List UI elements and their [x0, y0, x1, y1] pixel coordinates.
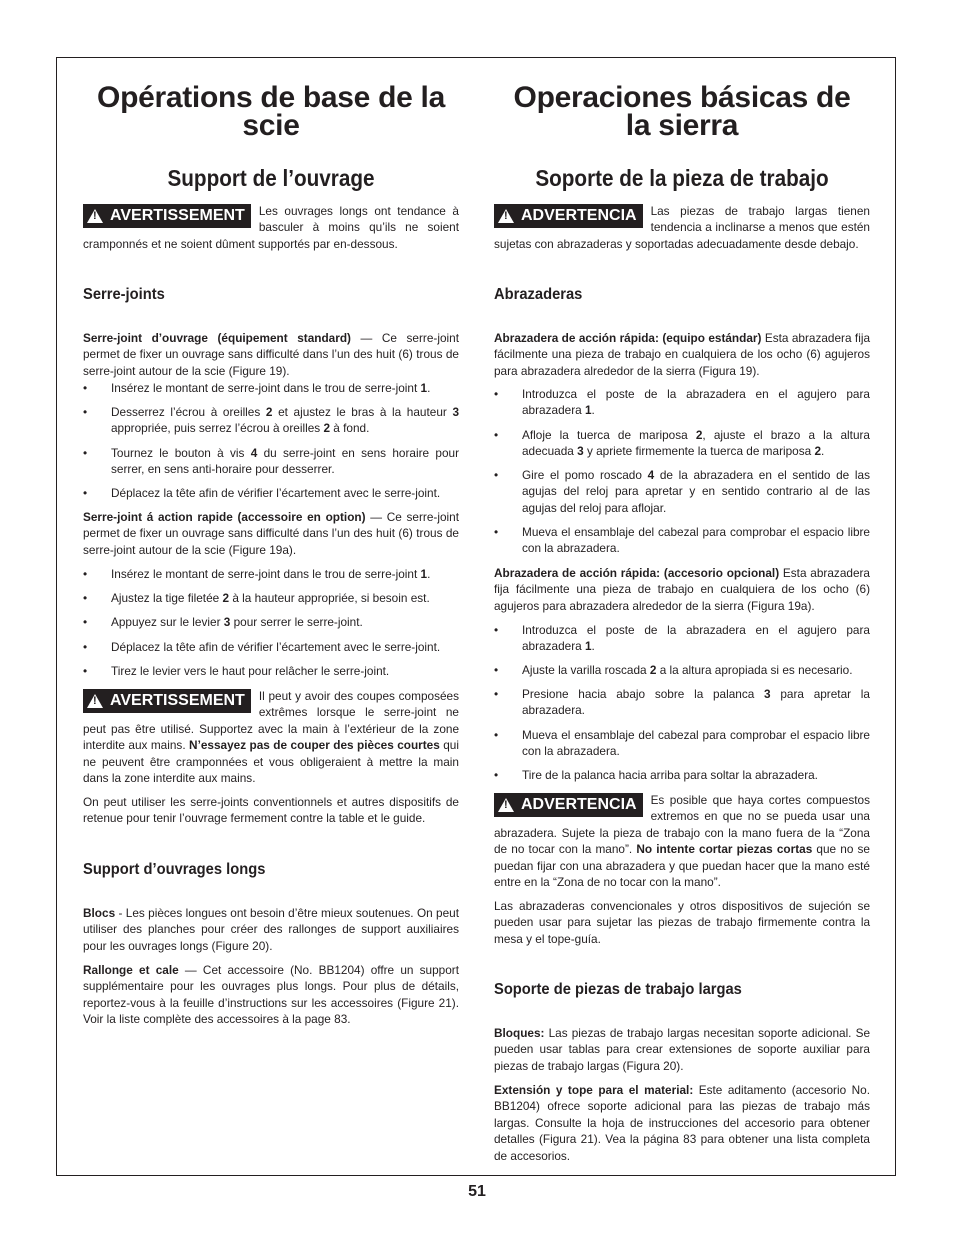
title-line-1: Operaciones básicas de [513, 81, 851, 114]
conventional-para-es: Las abrazaderas convencionales y otros dispositivos de sujeción se pueden usar para sujetar las piezas de trabajo firmemente contra la mesa y el tope-guía. [494, 899, 870, 946]
quick-clamp-para-fr: Serre-joint á action rapide (accessoire en option) — Ce serre-joint permet de fixer un ouvrage sans difficulté dans l’un des huit (6) trous de serre-joint autour de la scie (Figure 19a). [83, 510, 459, 557]
warning-label: ! AVERTISSEMENT [83, 689, 251, 713]
title-line-2: la sierra [625, 109, 739, 142]
clamps-heading-es: Abrazaderas [494, 286, 583, 303]
warning-triangle-icon [498, 209, 514, 223]
warning-triangle-icon [498, 798, 514, 812]
std-clamp-para-fr: Serre-joint d’ouvrage (équipement standard) — Ce serre-joint permet de fixer un ouvrage sans difficulté dans l’un des huit (6) trous de serre-joint autour de la scie (Figure 19). [83, 331, 459, 378]
std-clamp-para-es: Abrazadera de acción rápida: (equipo estándar) Esta abrazadera fija fácilmente una pieza de trabajo en cualquiera de los ocho (6) agujeros para abrazadera alrededor de la sierra (Figura 19). [494, 331, 871, 378]
quick-clamp-para-es: Abrazadera de acción rápida: (accesorio opcional) Esta abrazadera fija fácilmente una pieza de trabajo en cualquiera de los ocho (6) agujeros para abrazadera alrededor de la sierra (Figura 19a). [494, 566, 870, 613]
warning-1-fr [83, 203, 459, 252]
warning-label: ! ADVERTENCIA [494, 793, 643, 817]
warning-triangle-icon [87, 694, 103, 708]
warning-2-fr: ! AVERTISSEMENT Il peut y avoir des coupes composées extrêmes lorsque le serre-joint ne peut pas être utilisé. Supportez avec la main à l’extérieur de la zone interdite aux mains. N’essayez pas de couper des pièces courtes qui ne peuvent être cramponnées et vous obligeraient à mettre la main dans la zone interdite aux mains. [83, 688, 459, 786]
warning-1-es [494, 203, 870, 252]
warning-label: ! ADVERTENCIA [494, 204, 643, 228]
long-heading-es: Soporte de piezas de trabajo largas [494, 981, 742, 998]
blocks-para-fr: Blocs - Les pièces longues ont besoin d’être mieux soutenues. On peut utiliser des planches pour créer des rallonges de support auxiliaires pour les ouvrages longs (Figure 20). [83, 906, 459, 953]
page-number: 51 [468, 1183, 486, 1200]
section-title-fr: Support de l’ouvrage [167, 165, 375, 191]
blocks-para-es: Bloques: Las piezas de trabajo largas necesitan soporte adicional. Se pueden usar tablas para crear extensiones de soporte auxiliar para piezas de trabajo largas (Figura 20). [494, 1026, 870, 1073]
conventional-para-fr: On peut utiliser les serre-joints conventionnels et autres dispositifs de retenue pour tenir l’ouvrage fermement contre la table et le guide. [83, 795, 459, 826]
warning-text: Les ouvrages longs ont tendance à basculer à moins qu’ils ne soient cramponnés et ne soient dûment supportés par en-dessous. [83, 204, 459, 251]
title-line-1: Opérations de base de la [97, 81, 445, 114]
page-title-es [494, 81, 870, 142]
warning-2-es: ! ADVERTENCIA Es posible que haya cortes compuestos extremos en que no se pueda usar una abrazadera. Sujete la pieza de trabajo con la mano fuera de la “Zona de no tocar con la mano”. No intente cortar piezas cortas que no se puedan fijar con una abrazadera y que puedan hacer que la mano esté entre en la “Zona de no tocar con la mano”. [494, 792, 870, 890]
page-title-fr [83, 81, 459, 142]
long-heading-fr: Support d’ouvrages longs [83, 861, 266, 878]
warning-triangle-icon [87, 209, 103, 223]
extension-para-fr: Rallonge et cale — Cet accessoire (No. BB1204) offre un support supplémentaire pour les ouvrages plus longs. Pour plus de détails, reportez-vous à la feuille d’instructions sur les accessoires (Figure 21). Voir la liste complète des accessoires à la page 83. [83, 963, 459, 1027]
section-title-es: Soporte de la pieza de trabajo [535, 165, 829, 191]
title-line-2: scie [242, 109, 300, 142]
extension-para-es: Extensión y tope para el material: Este aditamento (accesorio No. BB1204) ofrece soporte adicional para las piezas de trabajo más largas. Consulte la hoja de instrucciones del accesorio para obtener detalles (Figura 21). Vea la página 83 para obtener una lista completa de accesorios. [494, 1083, 870, 1163]
warning-label: ! AVERTISSEMENT [83, 204, 251, 228]
clamps-heading-fr: Serre-joints [83, 286, 165, 303]
warning-text: Las piezas de trabajo largas tienen tendencia a inclinarse a menos que estén sujetas con abrazaderas y soportadas adecuadamente desde debajo. [494, 204, 870, 251]
